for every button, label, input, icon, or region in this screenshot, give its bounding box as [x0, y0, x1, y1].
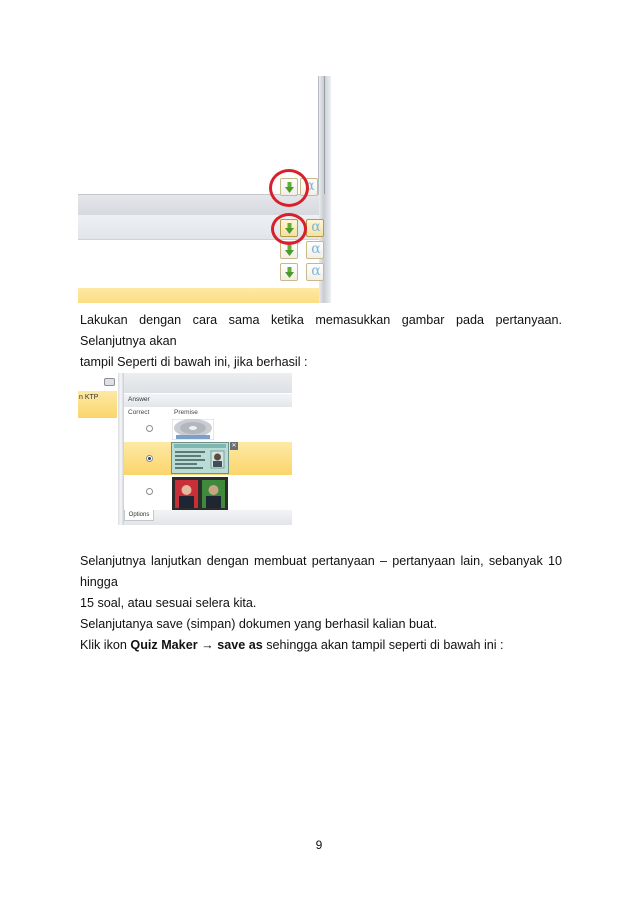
bottom-tab-bar [124, 510, 292, 525]
tab-options[interactable]: Options [124, 510, 154, 521]
equation-button[interactable] [306, 219, 324, 237]
answer-panel [124, 373, 292, 525]
radio-button[interactable] [146, 488, 153, 495]
cd-picture [172, 419, 214, 440]
alpha-icon: α [311, 241, 321, 257]
alpha-icon: α [311, 263, 321, 279]
remove-picture-button[interactable]: ✕ [231, 443, 237, 449]
red-circle-highlight [269, 169, 309, 207]
alpha-icon: α [305, 178, 315, 194]
instruction-paragraph-2 [80, 551, 562, 656]
instruction-paragraph-1 [80, 310, 562, 373]
answer-row-selected[interactable] [124, 442, 292, 475]
bold-quiz-maker: Quiz Maker [130, 638, 198, 652]
green-down-arrow-icon [285, 245, 294, 256]
answer-columns-header [124, 408, 292, 418]
column-correct: Correct [128, 409, 150, 416]
text-line: Selanjutnya lanjutkan dengan membuat pertanyaan – pertanyaan lain, sebanyak 10 hingga [80, 554, 562, 589]
text-line: Selanjutanya save (simpan) dokumen yang berhasil kalian buat. [80, 617, 438, 631]
page-number: 9 [315, 838, 323, 852]
screenshot-answer-grid [78, 76, 331, 303]
red-circle-highlight [271, 213, 307, 245]
answer-section-title: Answer [124, 394, 292, 407]
photo-pair-picture [172, 477, 228, 511]
column-premise: Premise [174, 409, 198, 416]
question-list-item[interactable]: n KTP [78, 391, 117, 418]
radio-button[interactable] [146, 425, 153, 432]
radio-button-selected[interactable] [146, 455, 153, 462]
equation-button[interactable] [306, 241, 324, 259]
green-down-arrow-icon [285, 267, 294, 278]
answer-row[interactable] [124, 475, 292, 514]
text-line: Lakukan dengan cara sama ketika memasukkan gambar pada pertanyaan. Selanjutnya akan [80, 313, 562, 348]
id-card-picture [171, 442, 229, 474]
question-list-panel [78, 373, 118, 525]
panel-toolbar [124, 373, 292, 393]
grid-row-selected[interactable] [78, 288, 319, 303]
equation-button[interactable] [306, 263, 324, 281]
camera-icon [104, 378, 115, 386]
text-line: 15 soal, atau sesuai selera kita. [80, 596, 257, 610]
bold-save-as: save as [217, 638, 263, 652]
alpha-icon: α [311, 219, 321, 235]
screenshot-answer-with-pictures [78, 373, 292, 525]
arrow-icon: → [197, 638, 218, 652]
text-line: Klik ikon Quiz Maker → save as sehingga akan tampil seperti di bawah ini : [80, 638, 504, 652]
answer-row[interactable] [124, 418, 292, 443]
text-line: tampil Seperti di bawah ini, jika berhasil : [80, 355, 308, 369]
insert-picture-button[interactable] [280, 263, 298, 281]
